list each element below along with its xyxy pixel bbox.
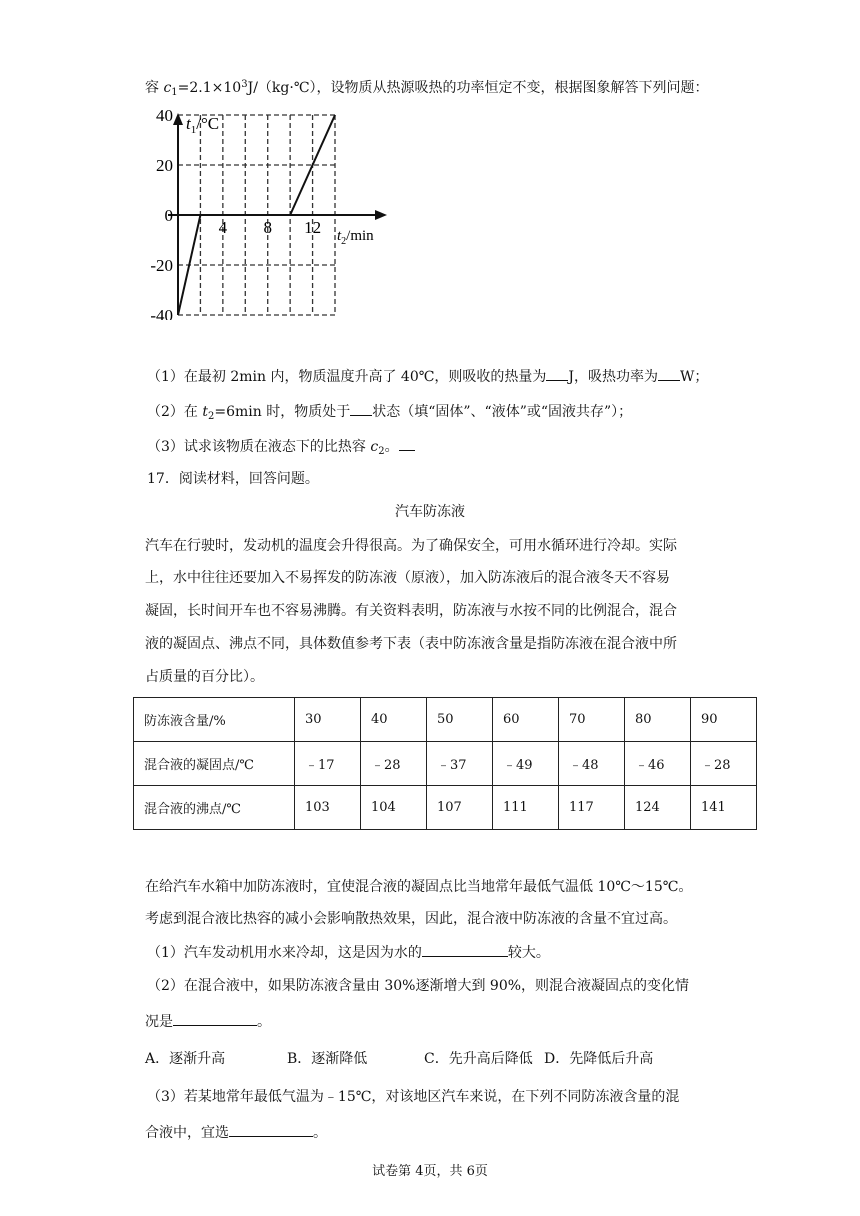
y-tick-label: 0 xyxy=(164,206,173,225)
intro-sup: 3 xyxy=(241,79,248,90)
table-cell: 90 xyxy=(691,698,757,742)
x-axis-label: $t_2/\min$ xyxy=(337,228,374,247)
y-tick-label: 40 xyxy=(156,106,173,125)
table-cell: 111 xyxy=(493,786,559,830)
blank[interactable] xyxy=(546,366,568,381)
x-tick-label: 8 xyxy=(263,218,272,237)
x-tick-label: 12 xyxy=(304,218,322,237)
table-cell: 104 xyxy=(361,786,427,830)
y-axis-label: $t_1/^\circ C$ xyxy=(186,114,220,136)
table-cell: 50 xyxy=(427,698,493,742)
table-cell: ﹣37 xyxy=(427,742,493,786)
article-line-5: 占质量的百分比）。 xyxy=(145,669,264,685)
intro-var: c xyxy=(163,80,172,96)
q17-part2-line2: 况是 。 xyxy=(145,1011,271,1032)
x-tick-labels xyxy=(219,218,321,237)
y-tick-label: 20 xyxy=(156,156,173,175)
option-d[interactable]: D．先降低后升高 xyxy=(544,1051,654,1067)
table-row xyxy=(134,698,757,742)
table-cell: 60 xyxy=(493,698,559,742)
table-cell: ﹣17 xyxy=(295,742,361,786)
q16-part2: （2）在 $t_2=6\min$ 时，物质处于 状态（填“固体”、“液体”或“固液共存”）； xyxy=(147,401,632,427)
q17-part2-line1: （2）在混合液中，如果防冻液含量由 30%逐渐增大到 90%，则混合液凝固点的变化情 xyxy=(147,978,690,994)
intro-sub: 1 xyxy=(171,87,178,98)
q17-part1: （1）汽车发动机用水来冷却，这是因为水的 较大。 xyxy=(147,942,550,963)
blank[interactable] xyxy=(350,401,372,416)
article-line-2: 上，水中往往还要加入不易挥发的防冻液（原液），加入防冻液后的混合液冬天不容易 xyxy=(145,570,670,586)
blank[interactable] xyxy=(658,366,680,381)
table-cell: 117 xyxy=(559,786,625,830)
table-cell: 103 xyxy=(295,786,361,830)
temperature-time-graph xyxy=(140,105,400,320)
row-header: 防冻液含量/% xyxy=(134,698,295,742)
antifreeze-table xyxy=(133,697,757,830)
y-tick-label: -40 xyxy=(150,306,173,320)
table-cell: 80 xyxy=(625,698,691,742)
table-cell: 107 xyxy=(427,786,493,830)
blank[interactable] xyxy=(422,942,508,957)
q16-part3: （3）试求该物质在液态下的比热容 $c_2$。 xyxy=(147,436,415,462)
row-header: 混合液的沸点/℃ xyxy=(134,786,295,830)
article2-line-1: 在给汽车水箱中加防冻液时，宜使混合液的凝固点比当地常年最低气温低 10℃～15℃。 xyxy=(145,879,693,895)
option-c[interactable]: C．先升高后降低 xyxy=(424,1051,533,1067)
table-cell: ﹣48 xyxy=(559,742,625,786)
y-tick-labels xyxy=(150,106,173,320)
table-cell: ﹣46 xyxy=(625,742,691,786)
table-cell: ﹣49 xyxy=(493,742,559,786)
q17-part3-line2: 合液中，宜选 。 xyxy=(145,1122,327,1143)
article2-line-2: 考虑到混合液比热容的减小会影响散热效果，因此，混合液中防冻液的含量不宜过高。 xyxy=(145,911,677,927)
q16-part1: （1）在最初 2min 内，物质温度升高了 40℃，则吸收的热量为 J，吸热功率为 W； xyxy=(147,366,708,387)
x-axis-arrow xyxy=(375,210,387,220)
article-line-1: 汽车在行驶时，发动机的温度会升得很高。为了确保安全，可用水循环进行冷却。实际 xyxy=(145,538,677,554)
table-cell: 30 xyxy=(295,698,361,742)
page-footer: 试卷第 4页，共 6页 xyxy=(372,1164,488,1179)
table-cell: 40 xyxy=(361,698,427,742)
table-row xyxy=(134,742,757,786)
intro-text-pre: 容 xyxy=(145,80,164,96)
blank[interactable] xyxy=(399,436,415,451)
blank[interactable] xyxy=(229,1122,313,1137)
article-title: 汽车防冻液 xyxy=(395,504,465,520)
table-cell: ﹣28 xyxy=(691,742,757,786)
article-line-4: 液的凝固点、沸点不同，具体数值参考下表（表中防冻液含量是指防冻液在混合液中所 xyxy=(145,636,677,652)
row-header: 混合液的凝固点/℃ xyxy=(134,742,295,786)
table-cell: 70 xyxy=(559,698,625,742)
intro-text-mid: =2.1×10 xyxy=(177,80,242,96)
q17-part3-line1: （3）若某地常年最低气温为﹣15℃，对该地区汽车来说，在下列不同防冻液含量的混 xyxy=(147,1089,680,1105)
article-line-3: 凝固，长时间开车也不容易沸腾。有关资料表明，防冻液与水按不同的比例混合，混合 xyxy=(145,603,677,619)
y-tick-label: -20 xyxy=(150,256,173,275)
table-cell: 141 xyxy=(691,786,757,830)
intro-text-post: J/（kg·℃），设物质从热源吸热的功率恒定不变，根据图象解答下列问题： xyxy=(247,80,709,96)
blank[interactable] xyxy=(173,1011,257,1026)
x-tick-label: 4 xyxy=(218,218,228,237)
table-cell: ﹣28 xyxy=(361,742,427,786)
intro-line xyxy=(145,75,708,103)
q17-heading: 17．阅读材料，回答问题。 xyxy=(147,471,319,487)
table-cell: 124 xyxy=(625,786,691,830)
option-b[interactable]: B．逐渐降低 xyxy=(287,1051,368,1067)
option-a[interactable]: A．逐渐升高 xyxy=(145,1051,226,1067)
table-row xyxy=(134,786,757,830)
